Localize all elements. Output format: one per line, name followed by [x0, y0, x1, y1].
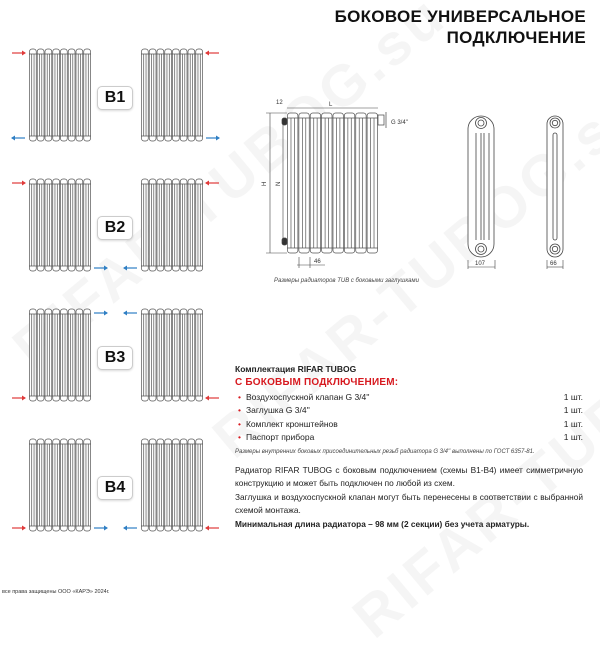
- kit-item-qty: 1 шт.: [563, 392, 583, 402]
- dim-46: 46: [314, 259, 321, 265]
- kit-title: Комплектация RIFAR TUBOG: [235, 364, 357, 374]
- kit-subtitle: С БОКОВЫМ ПОДКЛЮЧЕНИЕМ:: [235, 377, 399, 388]
- drawing-caption: Размеры радиаторов TUB с боковыми заглушками: [274, 278, 419, 284]
- kit-item: [238, 432, 583, 442]
- dim-66: 66: [550, 261, 557, 267]
- radiator-b3-left: [29, 309, 91, 401]
- copyright: все права защищены ООО «КАРЭ» 2024г.: [2, 589, 110, 595]
- bullet-icon: •: [238, 419, 241, 429]
- kit-item-name: Паспорт прибора: [245, 432, 315, 442]
- supply-arrow-icon: [12, 526, 26, 531]
- kit-item: [238, 405, 583, 415]
- kit-item-qty: 1 шт.: [563, 432, 583, 442]
- scheme-label-b3: B3: [97, 346, 133, 370]
- description-p1: Радиатор RIFAR TUBOG с боковым подключением (схемы B1-B4) имеет симметричную конструкцию и может быть подключен по любой из схем.: [235, 465, 583, 488]
- dim-12: 12: [276, 100, 283, 106]
- radiator-b4-right: [141, 439, 203, 531]
- return-arrow-icon: [94, 526, 108, 531]
- kit-item-name: Воздухоспускной клапан G 3/4'': [245, 392, 370, 402]
- description-p3: Минимальная длина радиатора – 98 мм (2 секции) без учета арматуры.: [235, 519, 530, 529]
- kit-item: [238, 392, 583, 402]
- supply-arrow-icon: [205, 526, 219, 531]
- dim-h: H: [262, 181, 268, 186]
- page-title-line2: ПОДКЛЮЧЕНИЕ: [446, 28, 586, 47]
- radiator-b4-left: [29, 439, 91, 531]
- bullet-icon: •: [238, 392, 241, 402]
- supply-arrow-icon: [12, 396, 26, 401]
- kit-item-qty: 1 шт.: [563, 405, 583, 415]
- return-arrow-icon: [123, 311, 137, 316]
- return-arrow-icon: [123, 526, 137, 531]
- bullet-icon: •: [238, 405, 241, 415]
- kit-item-name: Комплект кронштейнов: [245, 419, 338, 429]
- dim-107: 107: [475, 261, 486, 267]
- return-arrow-icon: [94, 311, 108, 316]
- scheme-label-b4: B4: [97, 476, 133, 500]
- thread-note: Размеры внутренних боковых присоединительных резьб радиатора G 3/4'' выполнены по ГОСТ 6357-81.: [235, 449, 535, 455]
- dim-l: L: [329, 102, 333, 108]
- dim-n: N: [276, 181, 282, 186]
- radiator-front: [287, 113, 378, 253]
- page-title-line1: БОКОВОЕ УНИВЕРСАЛЬНОЕ: [334, 7, 586, 26]
- supply-arrow-icon: [205, 396, 219, 401]
- scheme-label-b1: B1: [97, 86, 133, 110]
- description-p2: Заглушка и воздухоспускной клапан могут быть перенесены в соответствии с выбранной схемой монтажа.: [235, 492, 583, 515]
- kit-item-name: Заглушка G 3/4'': [245, 405, 310, 415]
- kit-item: [238, 419, 583, 429]
- technical-drawing: [0, 0, 600, 290]
- thread-size: G 3/4'': [391, 120, 408, 126]
- radiator-front-view: [282, 112, 386, 253]
- scheme-label-b2: B2: [97, 216, 133, 240]
- kit-item-qty: 1 шт.: [563, 419, 583, 429]
- bullet-icon: •: [238, 432, 241, 442]
- radiator-b3-right: [141, 309, 203, 401]
